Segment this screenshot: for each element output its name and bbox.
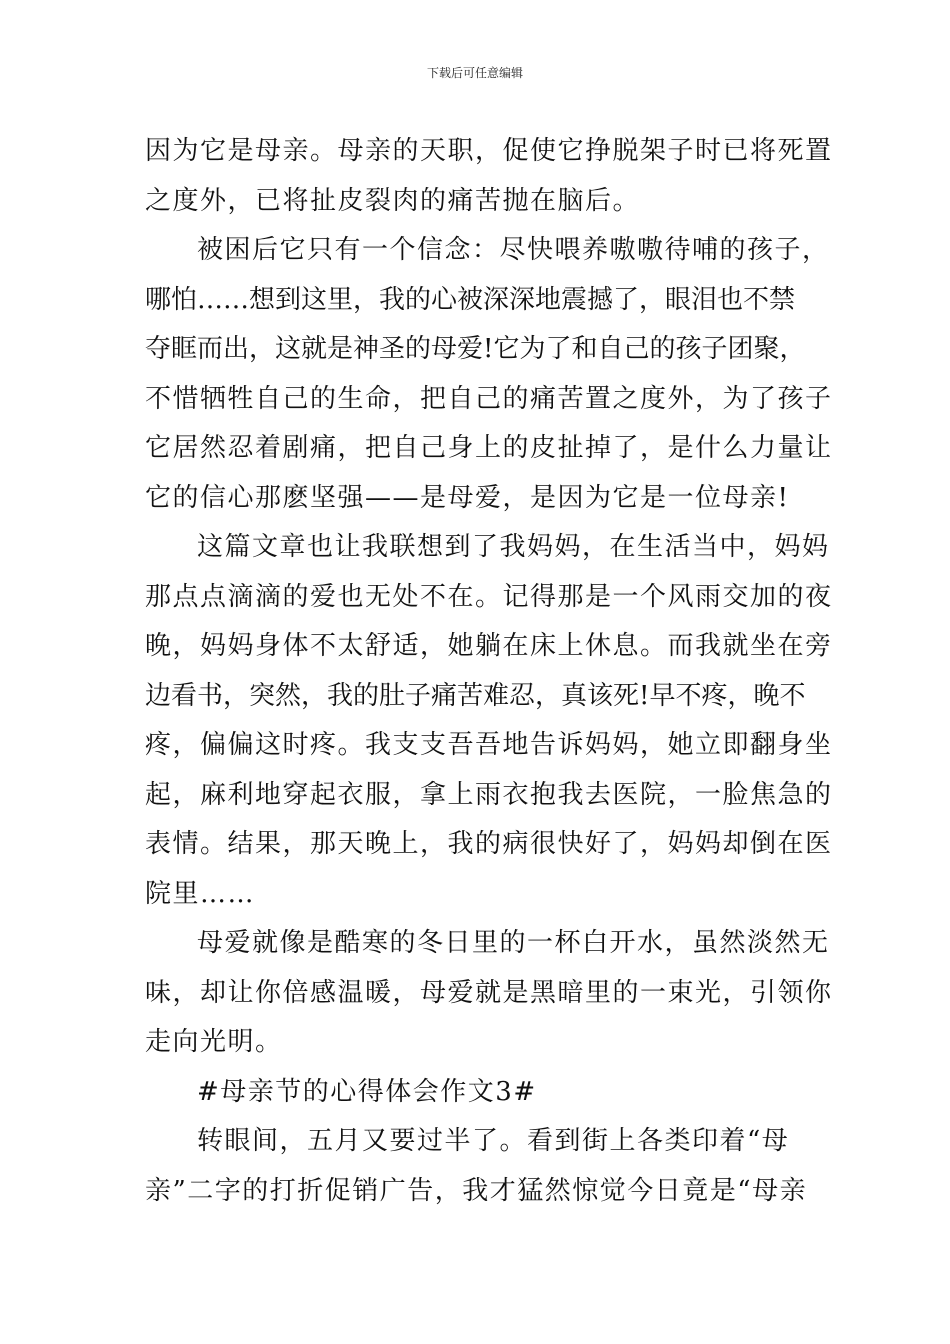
text-line: 疼，偏偏这时疼。我支支吾吾地告诉妈妈，她立即翻身坐 <box>145 730 833 760</box>
text-line: 因为它是母亲。母亲的天职，促使它挣脱架子时已将死置 <box>145 136 833 166</box>
paragraph-start-line: 母爱就像是酷寒的冬日里的一杯白开水，虽然淡然无 <box>197 928 830 958</box>
document-body <box>145 127 833 1216</box>
paragraph-start-line: 这篇文章也让我联想到了我妈妈，在生活当中，妈妈 <box>197 532 830 562</box>
text-line: 亲”二字的打折促销广告，我才猛然惊觉今日竟是“母亲 <box>145 1175 808 1206</box>
text-line: 院里…… <box>145 878 256 909</box>
page-header: 下载后可任意编辑 <box>426 66 523 80</box>
paragraph-start-line: 被困后它只有一个信念：尽快喂养嗷嗷待哺的孩子， <box>197 235 830 265</box>
text-line: 夺眶而出，这就是神圣的母爱!它为了和自己的孩子团聚， <box>145 334 806 364</box>
text-line: 味，却让你倍感温暖，母爱就是黑暗里的一束光，引领你 <box>145 977 833 1008</box>
section-heading: #母亲节的心得体会作文3# <box>197 1076 537 1107</box>
text-line: 不惜牺牲自己的生命，把自己的痛苦置之度外，为了孩子 <box>145 383 833 414</box>
text-line: 哪怕……想到这里，我的心被深深地震撼了，眼泪也不禁 <box>145 284 796 315</box>
text-line: 晚，妈妈身体不太舒适，她躺在床上休息。而我就坐在旁 <box>145 631 833 661</box>
text-line: 那点点滴滴的爱也无处不在。记得那是一个风雨交加的夜 <box>145 581 833 612</box>
text-line: 走向光明。 <box>145 1027 283 1057</box>
text-line: 起，麻利地穿起衣服，拿上雨衣抱我去医院，一脸焦急的 <box>145 779 833 810</box>
text-line: 边看书，突然，我的肚子痛苦难忍，真该死!早不疼，晚不 <box>145 680 806 711</box>
paragraph-start-line: 转眼间，五月又要过半了。看到街上各类印着“母 <box>197 1126 790 1156</box>
text-line: 它居然忍着剧痛，把自己身上的皮扯掉了，是什么力量让 <box>145 433 833 463</box>
text-line: 之度外，已将扯皮裂肉的痛苦抛在脑后。 <box>145 185 641 216</box>
text-line: 它的信心那麽坚强——是母爱，是因为它是一位母亲! <box>145 482 790 513</box>
text-line: 表情。结果，那天晚上，我的病很快好了，妈妈却倒在医 <box>145 829 833 859</box>
